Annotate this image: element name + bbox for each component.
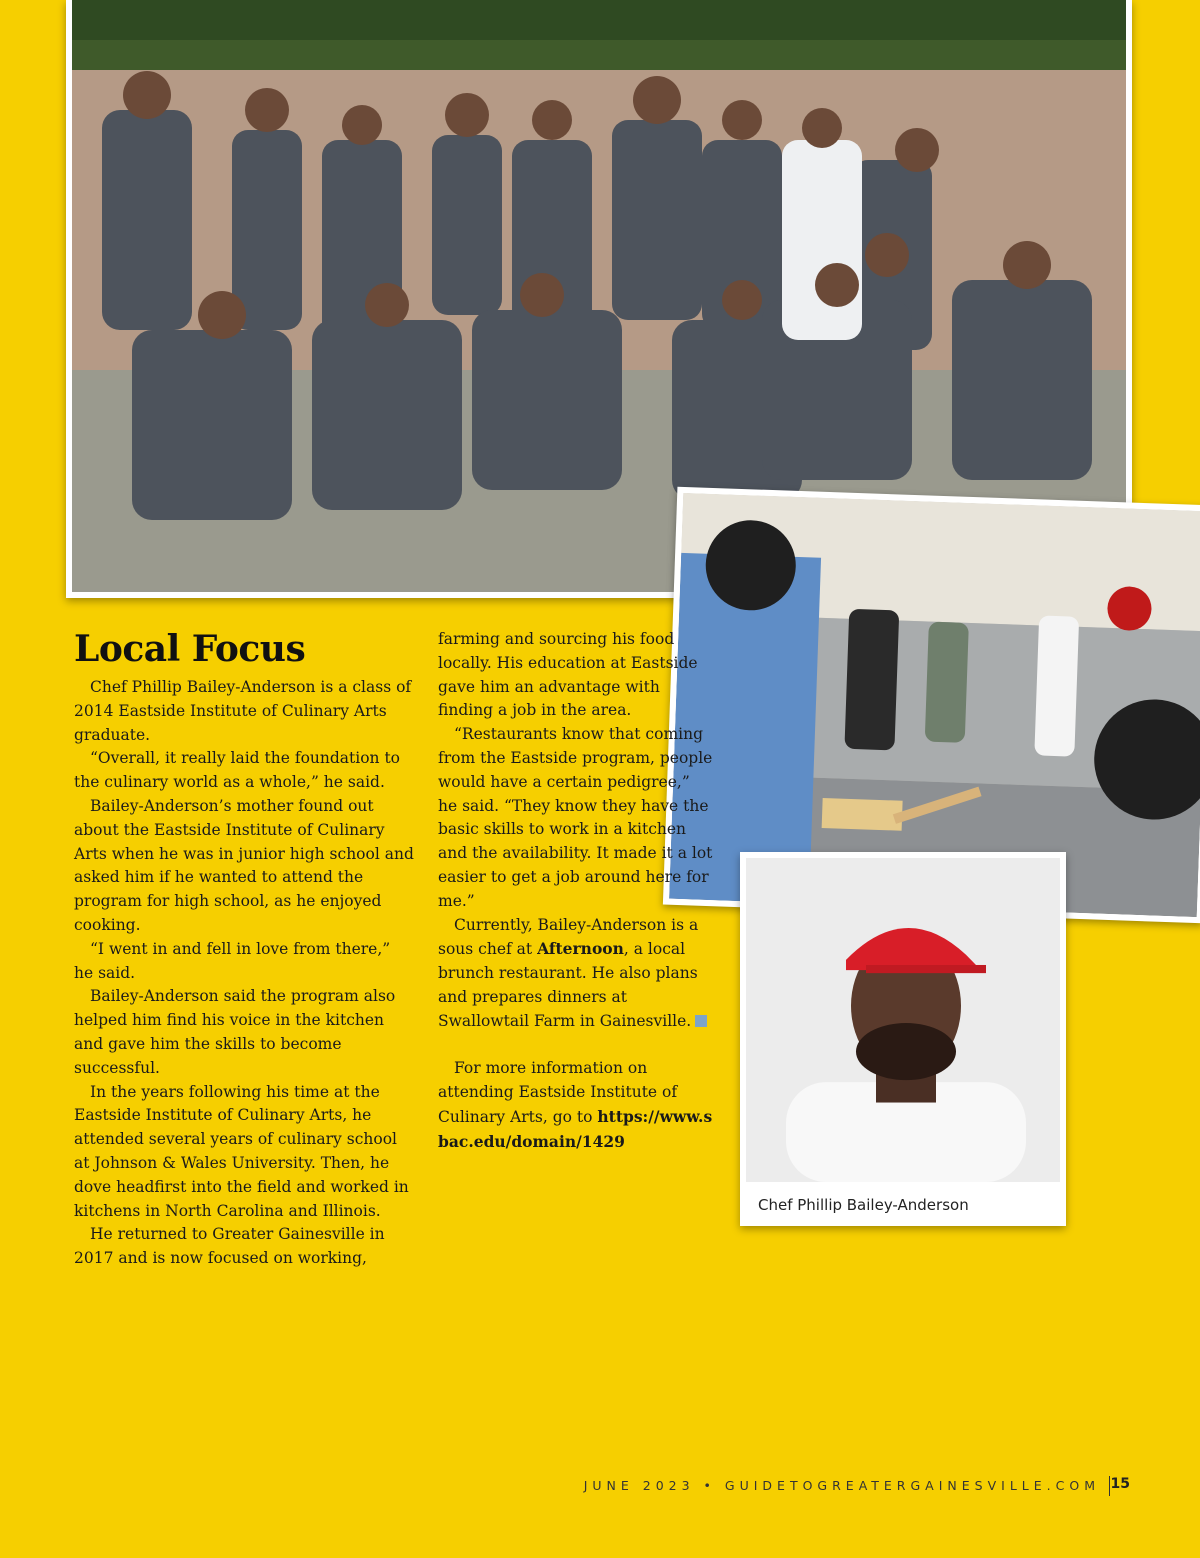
paragraph: Bailey-Anderson’s mother found out about the Eastside Institute of Culinary Arts when he was in junior high school and asked him if he wanted to attend the program for high school, as he enjoyed cooking. bbox=[74, 796, 414, 934]
end-mark-icon bbox=[695, 1015, 707, 1027]
paragraph bbox=[438, 914, 713, 1034]
info-link[interactable]: https://www.sbac.edu/domain/1429 bbox=[438, 1106, 713, 1151]
paragraph: He returned to Greater Gainesville in 2017 and is now focused on working, bbox=[74, 1225, 385, 1268]
paragraph-text: Currently, Bailey-Anderson is a sous chef at bbox=[438, 915, 699, 959]
article-heading: Local Focus bbox=[74, 628, 306, 670]
paragraph: Chef Phillip Bailey-Anderson is a class of 2014 Eastside Institute of Culinary Arts graduate. bbox=[74, 678, 412, 744]
article-column-2 bbox=[438, 628, 713, 1155]
paragraph-text: , a local brunch restaurant. He also plans and prepares dinners at Swallowtail Farm in Gainesville. bbox=[438, 940, 698, 1030]
page-footer bbox=[0, 1474, 1200, 1498]
chef-photo-image bbox=[746, 858, 1060, 1182]
paragraph: “Overall, it really laid the foundation to the culinary world as a whole,” he said. bbox=[74, 749, 401, 792]
paragraph-text: For more information on attending Eastside Institute of Culinary Arts, go to bbox=[438, 1059, 678, 1126]
restaurant-name: Afternoon bbox=[537, 939, 624, 959]
paragraph: farming and sourcing his food locally. His education at Eastside gave him an advantage with finding a job in the area. bbox=[438, 630, 698, 720]
chef-photo bbox=[740, 852, 1066, 1226]
paragraph: In the years following his time at the Eastside Institute of Culinary Arts, he attended several years of culinary school at Johnson & Wales University. Then, he dove headfirst into the field and worked in kitchens in North Carolina and Illinois. bbox=[74, 1082, 409, 1220]
footer-text: JUNE 2023 • GUIDETOGREATERGAINESVILLE.COM bbox=[583, 1478, 1100, 1493]
paragraph: “Restaurants know that coming from the Eastside program, people would have a certain pedigree,” he said. “They know they have the basic skills to work in a kitchen and the availability. It made it a lot easier to get a job around here for me.” bbox=[438, 725, 713, 910]
paragraph bbox=[438, 1057, 713, 1154]
page-number: 15 bbox=[1110, 1476, 1130, 1492]
chef-photo-caption: Chef Phillip Bailey-Anderson bbox=[758, 1196, 969, 1214]
paragraph: Bailey-Anderson said the program also helped him find his voice in the kitchen and gave him the skills to become successful. bbox=[74, 987, 396, 1077]
paragraph: “I went in and fell in love from there,” he said. bbox=[74, 939, 391, 982]
article-column-1 bbox=[74, 676, 414, 1271]
